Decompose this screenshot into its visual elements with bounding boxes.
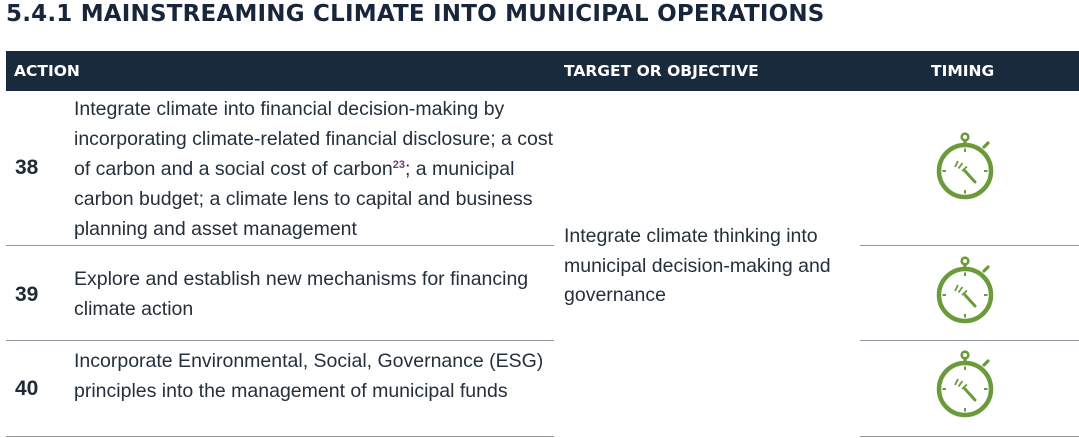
stopwatch-icon <box>934 256 996 324</box>
timing-divider <box>860 436 1079 437</box>
row-action-38 <box>74 94 554 244</box>
row-number-38: 38 <box>15 156 39 179</box>
row-action-38-text-a: Integrate climate into financial decision-making by incorporating climate-related financial disclosure; a cost of carbon and a social cost of carbon <box>74 98 554 180</box>
row-action-38-text-b: ; a municipal carbon budget; a climate lens to capital and business planning and asset management <box>74 158 533 240</box>
row-action-39: Explore and establish new mechanisms for financing climate action <box>74 268 529 320</box>
stopwatch-icon <box>934 350 996 418</box>
row-number-39: 39 <box>15 283 39 306</box>
row-divider <box>6 340 554 341</box>
header-action: ACTION <box>14 62 80 80</box>
header-target: TARGET OR OBJECTIVE <box>564 62 759 80</box>
footnote-ref[interactable]: 23 <box>392 159 405 171</box>
target-objective: Integrate climate thinking into municipal decision-making and governance <box>564 225 831 306</box>
timing-divider <box>860 245 1079 246</box>
section-title: 5.4.1 MAINSTREAMING CLIMATE INTO MUNICIPAL OPERATIONS <box>6 1 825 27</box>
row-divider <box>6 436 554 437</box>
row-action-40: Incorporate Environmental, Social, Governance (ESG) principles into the management of municipal funds <box>74 350 544 402</box>
stopwatch-icon <box>934 132 996 200</box>
header-timing: TIMING <box>931 62 995 80</box>
row-number-40: 40 <box>15 377 39 400</box>
table-header <box>6 51 1079 91</box>
row-divider <box>6 245 554 246</box>
timing-divider <box>860 340 1079 341</box>
